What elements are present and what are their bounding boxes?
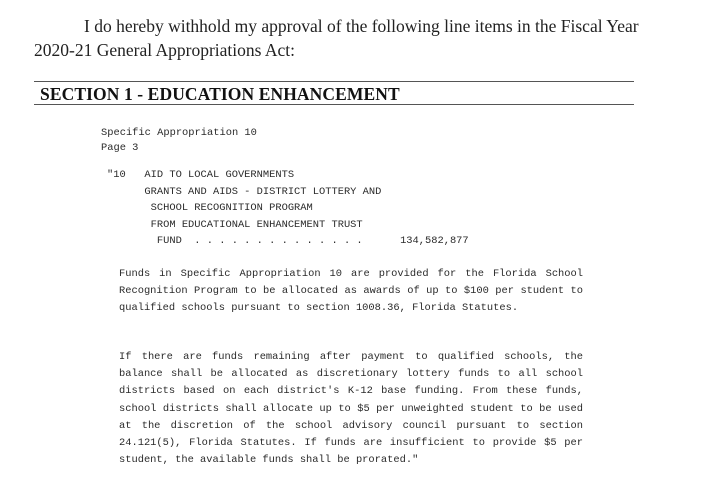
intro-statement [34,14,674,62]
section-title: SECTION 1 - EDUCATION ENHANCEMENT [40,84,400,104]
line-item-line: FROM EDUCATIONAL ENHANCEMENT TRUST [107,218,363,231]
line-item-line: SCHOOL RECOGNITION PROGRAM [107,202,313,215]
appropriation-header [101,126,257,156]
section-rule-bottom [34,104,634,105]
section-rule-top [34,81,634,82]
line-item-line: FUND . . . . . . . . . . . . . . 134,582,877 [107,235,469,248]
line-item [107,167,469,250]
appropriation-label: Specific Appropriation 10 [101,127,257,139]
line-item-line: GRANTS AND AIDS - DISTRICT LOTTERY AND [107,185,382,198]
appropriation-page: Page 3 [101,142,139,154]
proviso-paragraph: Funds in Specific Appropriation 10 are provided for the Florida School Recognition Program to be allocated as awards of up to $100 per student to qualified schools pursuant to section 1008.36, Florida Statutes. [119,268,583,315]
proviso-paragraph: If there are funds remaining after payment to qualified schools, the balance shall be allocated as discretionary lottery funds to all school districts based on each district's K-12 base funding. From these funds, school districts shall allocate up to $5 per unweighted student to be used at the discretion of the school advisory council pursuant to section 24.121(5), Florida Statutes. If funds are insufficient to provide $5 per student, the available funds shall be prorated." [119,351,583,467]
line-item-line: "10 AID TO LOCAL GOVERNMENTS [107,169,295,181]
intro-text: I do hereby withhold my approval of the following line items in the Fiscal Year 2020-21 General Appropriations Act: [34,16,639,60]
